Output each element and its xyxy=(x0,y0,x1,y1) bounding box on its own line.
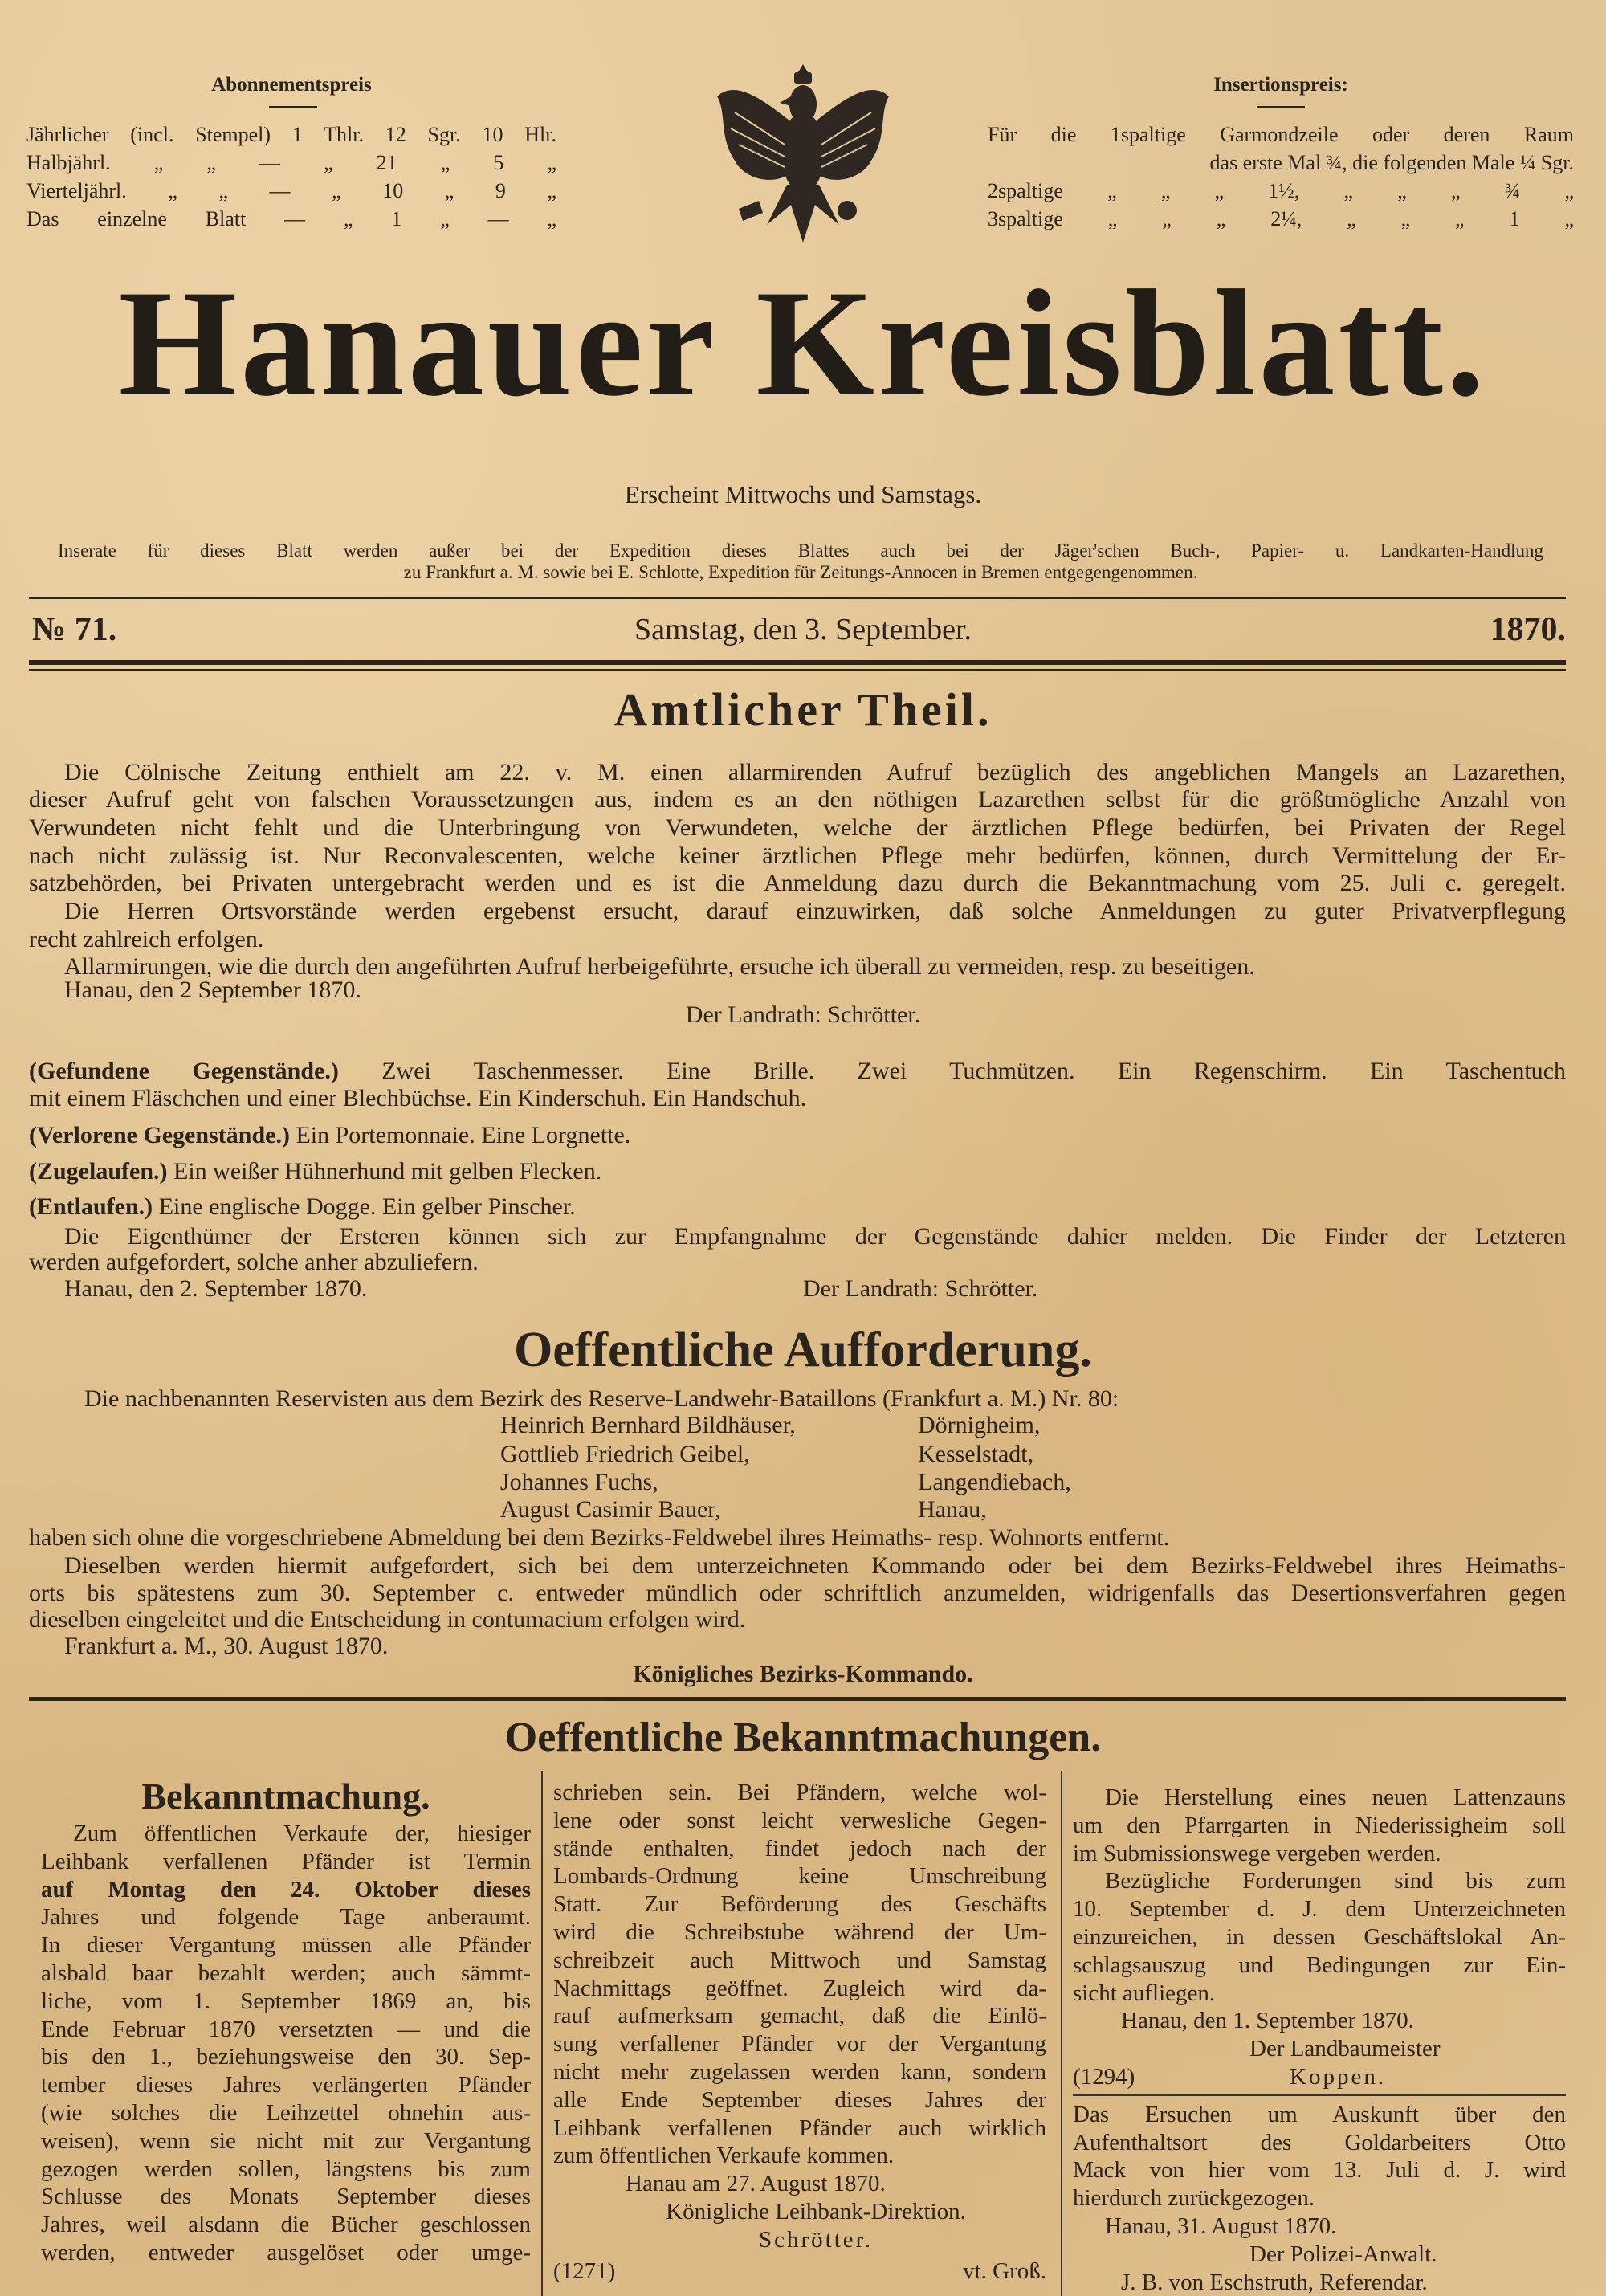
issue-year: 1870. xyxy=(1490,611,1566,648)
text-line: Mack von hier vom 13. Juli d. J. wird xyxy=(1073,2157,1566,2184)
text-line: Das Ersuchen um Auskunft über den xyxy=(1073,2101,1566,2127)
subscription-row: Jährlicher (incl. Stempel) 1 Thlr. 12 Sgr. 10 Hlr. xyxy=(26,123,556,146)
prussian-eagle-emblem xyxy=(711,64,895,245)
text-line: Jahres und folgende Tage anberaumt. xyxy=(41,1904,531,1931)
text-line: dieselben eingeleitet und die Entscheidung in contumacium erfolgen wird. xyxy=(29,1606,746,1633)
publication-schedule: Erscheint Mittwochs und Samstags. xyxy=(624,480,982,508)
text-line: bis den 1., beziehungsweise den 30. Sep- xyxy=(41,2044,531,2070)
subscription-row: Vierteljährl. „ „ — „ 10 „ 9 „ xyxy=(26,179,556,202)
found-items-line: mit einem Fläschchen und einer Blechbüchse. Ein Kinderschuh. Ein Handschuh. xyxy=(29,1085,807,1111)
dateline: Frankfurt a. M., 30. August 1870. xyxy=(64,1633,389,1659)
reservist-name: Gottlieb Friedrich Geibel, xyxy=(500,1441,750,1467)
found-label: (Gefundene Gegenstände.) xyxy=(29,1058,339,1084)
text-line: auf Montag den 24. Oktober dieses xyxy=(41,1876,531,1902)
lost-label: (Verlorene Gegenstände.) xyxy=(29,1122,290,1148)
authority: Königliche Leihbank-Direktion. xyxy=(666,2198,966,2225)
section-heading-summons: Oeffentliche Aufforderung. xyxy=(514,1323,1092,1377)
insertion-row: das erste Mal ¾, die folgenden Male ¼ Sgr. xyxy=(1209,151,1574,174)
text-line: hierdurch zurückgezogen. xyxy=(1073,2185,1315,2212)
advertising-notice: zu Frankfurt a. M. sowie bei E. Schlotte, Expedition für Zeitungs-Annocen in Bremen entgegengenommen. xyxy=(403,562,1198,582)
text-line: haben sich ohne die vorgeschriebene Abmeldung bei dem Bezirks-Feldwebel ihres Heimaths- resp. Wohnorts entfernt. xyxy=(29,1524,1170,1551)
issue-date: Samstag, den 3. September. xyxy=(634,613,972,646)
subscription-row: Halbjährl. „ „ — „ 21 „ 5 „ xyxy=(26,151,556,174)
strayed-line xyxy=(29,1158,1566,1185)
notice-number: (1294) xyxy=(1073,2063,1135,2090)
signature: Königliches Bezirks-Kommando. xyxy=(633,1661,973,1687)
subscription-row: Das einzelne Blatt — „ 1 „ — „ xyxy=(26,207,556,230)
countersignature: vt. Groß. xyxy=(963,2257,1046,2284)
escaped-line xyxy=(29,1193,1566,1221)
reservist-place: Kesselstadt, xyxy=(918,1441,1034,1467)
text-line: weisen), wenn sie nicht mit zur Vergantung xyxy=(41,2127,531,2154)
text-line: Schlusse des Monats September dieses xyxy=(41,2184,531,2210)
dateline: Hanau am 27. August 1870. xyxy=(626,2171,886,2197)
text-line: Statt. Zur Beförderung des Geschäfts xyxy=(553,1891,1046,1918)
strayed-items: Ein weißer Hühnerhund mit gelben Flecken. xyxy=(173,1158,602,1185)
column-divider xyxy=(541,1771,543,2296)
signature: Der Landrath: Schrötter. xyxy=(803,1275,1038,1302)
text-line: Bezügliche Forderungen sind bis zum xyxy=(1105,1868,1566,1894)
text-line: im Submissionswege vergeben werden. xyxy=(1073,1840,1441,1866)
divider xyxy=(29,669,1566,671)
text-line: alle Ende September dieses Jahres der xyxy=(553,2086,1046,2113)
text-line: Verwundeten nicht fehlt und die Unterbringung von Verwundeten, welche der ärztlichen Pflege bedürfen, bei Privaten der Regel xyxy=(29,814,1566,841)
signature: Der Landrath: Schrötter. xyxy=(685,1001,921,1028)
text-line: Die Herstellung eines neuen Lattenzauns xyxy=(1105,1784,1566,1810)
signatory-title: Der Polizei-Anwalt. xyxy=(1249,2241,1437,2267)
dateline: Hanau, 31. August 1870. xyxy=(1105,2212,1337,2239)
divider xyxy=(1073,2094,1566,2101)
announcement-column-1 xyxy=(41,1820,531,2267)
text-line: recht zahlreich erfolgen. xyxy=(29,926,264,952)
reservist-place: Dörnigheim, xyxy=(918,1412,1041,1438)
found-items-line xyxy=(29,1058,1566,1085)
text-line: satzbehörden, bei Privaten untergebracht werden und es ist die Anmeldung dazu durch die Bekanntmachung vom 25. Juli c. geregelt. xyxy=(29,870,1566,896)
text-line: Lombards-Ordnung keine Umschreibung xyxy=(553,1863,1046,1890)
notice-footer xyxy=(1073,2063,1566,2091)
found-items: Zwei Taschenmesser. Eine Brille. Zwei Tuchmützen. Ein Regenschirm. Ein Taschentuch xyxy=(381,1058,1566,1084)
signature: J. B. von Eschstruth, Referendar. xyxy=(1121,2269,1428,2295)
text-line: Die Eigenthümer der Ersteren können sich zur Empfangnahme der Gegenstände dahier melden. Die Finder der Letzteren xyxy=(64,1223,1566,1250)
text-line: Die Herren Ortsvorstände werden ergebenst ersucht, darauf einzuwirken, daß solche Anmeldungen zu guter Privatverpflegung xyxy=(64,898,1566,924)
newspaper-title: Hanauer Kreisblatt. xyxy=(118,259,1488,428)
signatory-title: Der Landbaumeister xyxy=(1249,2036,1441,2062)
text-line: liche, vom 1. September 1869 an, bis xyxy=(41,1988,531,2014)
section-heading-announcements: Oeffentliche Bekanntmachungen. xyxy=(504,1715,1102,1760)
text-line: Leihbank verfallenen Pfänder ist Termin xyxy=(41,1848,531,1874)
text-line: Zum öffentlichen Verkaufe der, hiesiger xyxy=(73,1821,531,1846)
text-line: Nachmittags geöffnet. Zugleich wird da- xyxy=(553,1975,1046,2001)
text-line: orts bis spätestens zum 30. September c. entweder mündlich oder schriftlich anzumelden, widrigenfalls das Desertionsverfahren gegen xyxy=(29,1580,1566,1606)
text-line: dieser Aufruf geht von falschen Voraussetzungen aus, indem es an den nöthigen Lazarethen selbst für die größtmögliche Anzahl von xyxy=(29,786,1566,813)
text-line: Leihbank verfallenen Pfänder auch wirklich xyxy=(553,2115,1046,2141)
text-line: schlagsauszug und Bedingungen zur Ein- xyxy=(1073,1951,1566,1978)
text-line: Die Cölnische Zeitung enthielt am 22. v. M. einen allarmirenden Aufruf bezüglich des angeblichen Mangels an Lazarethen, xyxy=(64,759,1566,785)
escaped-items: Eine englische Dogge. Ein gelber Pinscher. xyxy=(158,1193,576,1220)
escaped-label: (Entlaufen.) xyxy=(29,1193,153,1220)
lost-items: Ein Portemonnaie. Eine Lorgnette. xyxy=(296,1122,631,1148)
reservist-place: Langendiebach, xyxy=(918,1469,1071,1495)
text-line: Jahres, weil alsdann die Bücher geschlossen xyxy=(41,2212,531,2238)
text-line: alsbald baar bezahlt werden; auch sämmt- xyxy=(41,1960,531,1986)
column-divider xyxy=(1061,1771,1062,2296)
reservist-name: August Casimir Bauer, xyxy=(500,1496,721,1523)
divider xyxy=(29,1697,1566,1701)
divider xyxy=(269,106,317,108)
text-line: gezogen werden sollen, längstens bis zum xyxy=(41,2155,531,2182)
text-line: Aufenthaltsort des Goldarbeiters Otto xyxy=(1073,2129,1566,2155)
text-line: tember dieses Jahres verlängerten Pfänder xyxy=(41,2072,531,2098)
notice-footer xyxy=(553,2257,1046,2286)
subscription-title: Abonnementspreis xyxy=(211,74,372,96)
text-line: Allarmirungen, wie die durch den angeführten Aufruf herbeigeführte, ersuche ich überall zu vermeiden, resp. zu beseitigen. xyxy=(64,953,1255,980)
text-line: zum öffentlichen Verkaufe kommen. xyxy=(553,2143,895,2169)
insertion-title: Insertionspreis: xyxy=(1213,74,1348,96)
insertion-row: 3spaltige „ „ „ 2¼, „ „ „ 1 „ xyxy=(988,207,1574,230)
text-line: rauf aufmerksam gemacht, daß die Einlö- xyxy=(553,2003,1046,2029)
announcement-column-2 xyxy=(553,1779,1046,2285)
signature: Schrötter. xyxy=(759,2226,873,2253)
issue-number: № 71. xyxy=(32,611,117,648)
text-line: sung verfallener Pfänder vor der Vergantung xyxy=(553,2031,1046,2057)
advertising-notice: Inserate für dieses Blatt werden außer bei der Expedition dieses Blattes auch bei der Jäger'schen Buch-, Papier- u. Landkarten-Handlung xyxy=(58,540,1543,561)
text-line: (wie solches die Leihzettel ohnehin aus- xyxy=(41,2099,531,2126)
reservist-name: Johannes Fuchs, xyxy=(500,1469,658,1495)
signature: Koppen. xyxy=(1290,2063,1387,2090)
dateline: Hanau, den 2. September 1870. xyxy=(64,1275,368,1302)
text-line: werden, entweder ausgelöset oder umge- xyxy=(41,2239,531,2265)
text-line: lene oder sonst leicht verwesliche Gegen- xyxy=(553,1807,1046,1833)
strayed-label: (Zugelaufen.) xyxy=(29,1158,168,1185)
text-line: Dieselben werden hiermit aufgefordert, sich bei dem unterzeichneten Kommando oder bei dem Bezirks-Feldwebel ihres Heimaths- xyxy=(64,1552,1566,1579)
announcement-column-3 xyxy=(1073,1784,1566,2296)
text-line: schrieben sein. Bei Pfändern, welche wol- xyxy=(553,1780,1046,1805)
text-line: um den Pfarrgarten in Niederissigheim soll xyxy=(1073,1812,1566,1838)
text-line: schreibzeit auch Mittwoch und Samstag xyxy=(553,1947,1046,1973)
text-line: sicht aufliegen. xyxy=(1073,1980,1216,2006)
text-line: In dieser Vergantung müssen alle Pfänder xyxy=(41,1932,531,1959)
section-heading-official: Amtlicher Theil. xyxy=(613,683,993,736)
notice-number: (1271) xyxy=(553,2257,616,2284)
text-line: nicht mehr zugelassen werden kann, sondern xyxy=(553,2058,1046,2085)
text-line: 10. September d. J. dem Unterzeichneten xyxy=(1073,1896,1566,1923)
text-line: stände enthalten, findet jedoch nach der xyxy=(553,1835,1046,1862)
dateline: Hanau, den 1. September 1870. xyxy=(1121,2008,1414,2034)
text-line: werden aufgefordert, solche anher abzuliefern. xyxy=(29,1249,479,1275)
text-line: einzureichen, in dessen Geschäftslokal An- xyxy=(1073,1923,1566,1950)
insertion-row: Für die 1spaltige Garmondzeile oder deren Raum xyxy=(988,123,1574,146)
text-line: Ende Februar 1870 versetzten — und die xyxy=(41,2016,531,2042)
text-line: wird die Schreibstube während der Um- xyxy=(553,1919,1046,1945)
text-line: nach nicht zulässig ist. Nur Reconvalescenten, welche keiner ärztlichen Pflege mehr bedürfen, können, durch Vermittelung der Er- xyxy=(29,842,1566,869)
dateline: Hanau, den 2 September 1870. xyxy=(64,977,361,1003)
divider xyxy=(29,597,1566,599)
text-line: Die nachbenannten Reservisten aus dem Bezirk des Reserve-Landwehr-Bataillons (Frankfurt a. M.) Nr. 80: xyxy=(84,1385,1119,1412)
divider xyxy=(1257,106,1305,108)
announcement-heading: Bekanntmachung. xyxy=(141,1776,430,1817)
reservist-name: Heinrich Bernhard Bildhäuser, xyxy=(500,1412,796,1438)
reservist-place: Hanau, xyxy=(918,1496,987,1523)
insertion-row: 2spaltige „ „ „ 1½, „ „ „ ¾ „ xyxy=(988,179,1574,202)
lost-items-line xyxy=(29,1122,1566,1149)
divider xyxy=(29,660,1566,665)
